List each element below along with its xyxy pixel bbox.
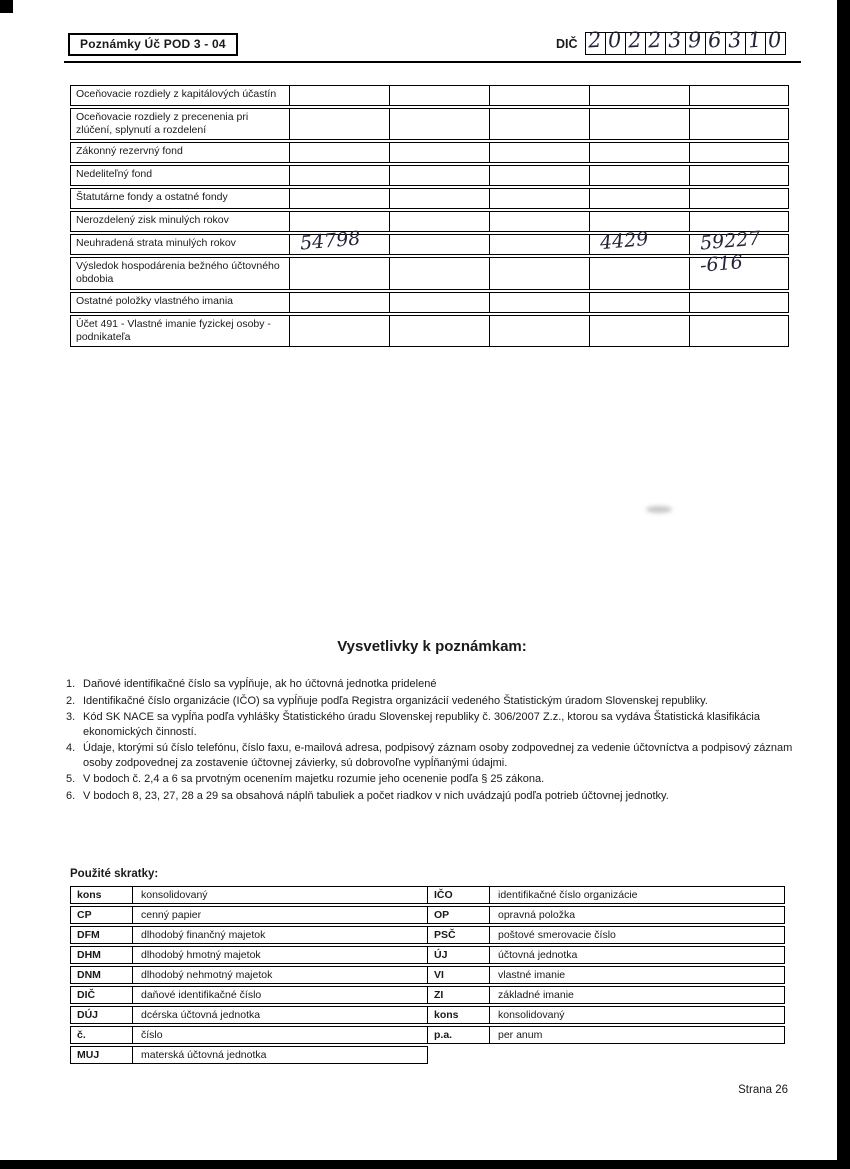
equity-value-cell <box>390 109 490 139</box>
abbr-desc: opravná položka <box>498 909 576 921</box>
equity-value-cell <box>390 212 490 231</box>
equity-value-cell <box>490 86 590 105</box>
note-text: Identifikačné číslo organizácie (IČO) sa vypĺňuje podľa Registra organizácií vedeného Štatistickým úradom Slovenskej republiky. <box>83 694 708 707</box>
notes-list <box>66 677 798 803</box>
equity-value-cell <box>390 86 490 105</box>
handwritten-value: -616 <box>699 251 744 278</box>
equity-value-cell <box>290 293 390 312</box>
equity-row-label: Neuhradená strata minulých rokov <box>71 235 290 254</box>
abbr-desc: identifikačné číslo organizácie <box>498 889 638 901</box>
note-item <box>66 677 798 692</box>
page-number: Strana 26 <box>738 1084 788 1096</box>
abbr-row <box>70 926 428 944</box>
dic-digit-box <box>605 27 626 55</box>
equity-value-cell <box>490 189 590 208</box>
abbr-key: DFM <box>71 927 133 943</box>
abbr-key: č. <box>71 1027 133 1043</box>
equity-value-cell <box>390 235 490 254</box>
handwritten-digit: 9 <box>686 27 702 53</box>
note-text: V bodoch 8, 23, 27, 28 a 29 sa obsahová náplň tabuliek a počet riadkov v nich uvádzajú podľa potrieb účtovnej jednotky. <box>83 789 669 802</box>
note-text: Daňové identifikačné číslo sa vypĺňuje, ak ho účtovná jednotka pridelené <box>83 678 437 690</box>
equity-value-cell <box>590 293 690 312</box>
equity-row-label: Výsledok hospodárenia bežného účtovného obdobia <box>71 258 290 288</box>
handwritten-digit: 6 <box>706 27 722 53</box>
equity-value-cell <box>290 227 390 255</box>
equity-row <box>70 251 789 289</box>
abbr-row <box>427 986 785 1004</box>
handwritten-value: 59227 <box>699 227 762 255</box>
equity-row <box>70 165 789 186</box>
note-text: V bodoch č. 2,4 a 6 sa prvotným ocenením majetku rozumie jeho ocenenie podľa § 25 zákona. <box>83 773 545 786</box>
abbr-key: CP <box>71 907 133 923</box>
equity-table <box>70 85 789 349</box>
equity-row <box>70 142 789 163</box>
abbr-desc: účtovná jednotka <box>498 949 578 961</box>
equity-value-cell <box>690 189 790 208</box>
handwritten-digit: 2 <box>626 27 642 53</box>
notes-title: Vysvetlivky k poznámkam: <box>337 638 527 655</box>
note-number: 6. <box>66 789 76 802</box>
dic-digit-box <box>725 27 746 55</box>
equity-row <box>70 211 789 232</box>
handwritten-digit: 3 <box>666 27 682 53</box>
abbr-key: IČO <box>428 887 490 903</box>
equity-row-label: Účet 491 - Vlastné imanie fyzickej osoby - podnikateľa <box>71 316 290 346</box>
notes-section <box>66 638 798 805</box>
abbr-desc: základné imanie <box>498 989 574 1001</box>
equity-value-cell <box>290 86 390 105</box>
abbr-row <box>427 926 785 944</box>
equity-value-cell <box>490 293 590 312</box>
dic-digit-box <box>585 27 606 55</box>
abbr-desc: vlastné imanie <box>498 969 566 981</box>
abbr-desc: konsolidovaný <box>141 889 208 901</box>
handwritten-value: 4429 <box>599 228 650 255</box>
handwritten-digit: 2 <box>646 27 662 53</box>
equity-value-cell <box>290 258 390 288</box>
equity-value-cell <box>390 143 490 162</box>
abbr-desc: dlhodobý finančný majetok <box>141 929 266 941</box>
equity-value-cell <box>390 293 490 312</box>
equity-value-cell <box>490 235 590 254</box>
note-number: 4. <box>66 742 76 755</box>
equity-row-label: Oceňovacie rozdiely z kapitálových účastín <box>71 86 290 105</box>
equity-value-cell <box>590 316 690 346</box>
handwritten-digit: 1 <box>746 27 762 53</box>
handwritten-digit: 2 <box>586 27 602 53</box>
note-item <box>66 741 798 770</box>
abbr-key: DIČ <box>71 987 133 1003</box>
equity-row <box>70 315 789 347</box>
abbr-desc: dlhodobý nehmotný majetok <box>141 969 273 981</box>
equity-value-cell <box>590 258 690 288</box>
handwritten-digit: 3 <box>726 27 742 53</box>
abbr-key: ZI <box>428 987 490 1003</box>
equity-value-cell <box>590 189 690 208</box>
abbr-row <box>70 906 428 924</box>
equity-value-cell <box>690 166 790 185</box>
equity-value-cell <box>690 316 790 346</box>
abbr-key: DHM <box>71 947 133 963</box>
equity-value-cell <box>690 143 790 162</box>
equity-row-label: Ostatné položky vlastného imania <box>71 293 290 312</box>
abbr-row <box>70 966 428 984</box>
abbr-desc: konsolidovaný <box>498 1009 565 1021</box>
abbr-key: DÚJ <box>71 1007 133 1023</box>
note-text: Kód SK NACE sa vypĺňa podľa vyhlášky Štatistického úradu Slovenskej republiky č. 306/2007 Z.z., ktorou sa vydáva Štatistická klasifikácia ekonomických činností. <box>83 711 760 738</box>
handwritten-value: 54798 <box>299 227 362 255</box>
dic-digit-box <box>665 27 686 55</box>
equity-row-label: Nerozdelený zisk minulých rokov <box>71 212 290 231</box>
equity-value-cell <box>390 166 490 185</box>
abbr-key: PSČ <box>428 927 490 943</box>
equity-value-cell <box>590 228 690 255</box>
equity-value-cell <box>690 86 790 105</box>
equity-row-label: Oceňovacie rozdiely z precenenia pri zlúčení, splynutí a rozdelení <box>71 109 290 139</box>
equity-value-cell <box>690 109 790 139</box>
equity-value-cell <box>490 212 590 231</box>
equity-value-cell <box>590 166 690 185</box>
abbr-key: kons <box>71 887 133 903</box>
scan-smudge <box>646 506 672 513</box>
equity-value-cell <box>290 166 390 185</box>
dic-digit-box <box>765 27 786 55</box>
note-number: 3. <box>66 711 76 724</box>
equity-row-label: Nedeliteľný fond <box>71 166 290 185</box>
abbr-desc: dcérska účtovná jednotka <box>141 1009 261 1021</box>
equity-value-cell <box>390 189 490 208</box>
abbr-desc: cenný papier <box>141 909 202 921</box>
abbreviations-title: Použité skratky: <box>70 868 159 880</box>
abbr-row <box>427 966 785 984</box>
scan-corner-mark <box>0 0 13 13</box>
equity-row-label: Štatutárne fondy a ostatné fondy <box>71 189 290 208</box>
equity-value-cell <box>390 258 490 288</box>
equity-row-label: Zákonný rezervný fond <box>71 143 290 162</box>
abbr-desc: per anum <box>498 1029 543 1041</box>
abbr-row <box>70 1006 428 1024</box>
handwritten-digit: 0 <box>766 27 782 53</box>
abbr-key: MUJ <box>71 1047 133 1063</box>
abbr-key: kons <box>428 1007 490 1023</box>
equity-value-cell <box>290 189 390 208</box>
equity-row <box>70 227 789 255</box>
abbr-desc: poštové smerovacie číslo <box>498 929 616 941</box>
abbr-row <box>427 886 785 904</box>
dic-boxes <box>586 27 786 55</box>
equity-row <box>70 108 789 140</box>
dic-digit-box <box>685 27 706 55</box>
equity-value-cell <box>490 258 590 288</box>
abbr-key: ÚJ <box>428 947 490 963</box>
note-text: Údaje, ktorými sú číslo telefónu, číslo faxu, e-mailová adresa, podpisový záznam osoby zodpovednej za vedenie účtovníctva a podpisový záznam osoby zodpovednej za zostavenie účtovnej závierky, sú dobrovoľne vypĺňanými údajmi. <box>83 742 793 769</box>
abbr-key: p.a. <box>428 1027 490 1043</box>
note-number: 1. <box>66 678 76 690</box>
abbr-col-left <box>70 886 428 1066</box>
abbr-col-right <box>427 886 785 1046</box>
scan-edge-bottom <box>0 1160 850 1169</box>
abbr-key: DNM <box>71 967 133 983</box>
equity-value-cell <box>590 143 690 162</box>
abbr-key: OP <box>428 907 490 923</box>
abbr-row <box>70 1046 428 1064</box>
note-number: 2. <box>66 694 76 707</box>
abbr-row <box>70 886 428 904</box>
header-divider <box>64 61 801 63</box>
form-title-box <box>68 33 238 56</box>
dic-digit-box <box>705 27 726 55</box>
abbr-row <box>427 1006 785 1024</box>
abbreviations-table <box>70 886 786 1066</box>
equity-value-cell <box>690 293 790 312</box>
equity-value-cell <box>690 251 790 288</box>
dic-digit-box <box>745 27 766 55</box>
abbr-desc: materská účtovná jednotka <box>141 1049 267 1061</box>
equity-value-cell <box>290 316 390 346</box>
abbr-key: VI <box>428 967 490 983</box>
note-item <box>66 694 798 709</box>
note-item <box>66 772 798 787</box>
scan-edge-right <box>837 0 850 1169</box>
equity-row <box>70 292 789 313</box>
dic-label: DIČ <box>556 36 578 51</box>
equity-row <box>70 188 789 209</box>
note-item <box>66 710 798 739</box>
abbr-row <box>427 1026 785 1044</box>
abbr-row <box>70 1026 428 1044</box>
dic-field <box>556 27 786 55</box>
equity-value-cell <box>490 316 590 346</box>
note-item <box>66 789 798 804</box>
equity-value-cell <box>590 109 690 139</box>
abbr-row <box>70 986 428 1004</box>
dic-digit-box <box>625 27 646 55</box>
equity-row <box>70 85 789 106</box>
handwritten-digit: 0 <box>606 27 622 53</box>
equity-value-cell <box>490 166 590 185</box>
equity-value-cell <box>490 143 590 162</box>
abbr-desc: číslo <box>141 1029 163 1041</box>
abbr-row <box>70 946 428 964</box>
equity-value-cell <box>290 109 390 139</box>
equity-value-cell <box>590 86 690 105</box>
equity-value-cell <box>390 316 490 346</box>
abbr-row <box>427 906 785 924</box>
equity-value-cell <box>490 109 590 139</box>
note-number: 5. <box>66 773 76 786</box>
form-title: Poznámky Úč POD 3 - 04 <box>80 37 226 51</box>
abbr-row <box>427 946 785 964</box>
equity-value-cell <box>290 143 390 162</box>
dic-digit-box <box>645 27 666 55</box>
abbr-desc: dlhodobý hmotný majetok <box>141 949 261 961</box>
abbr-desc: daňové identifikačné číslo <box>141 989 262 1001</box>
abbreviations-section <box>70 868 786 1066</box>
